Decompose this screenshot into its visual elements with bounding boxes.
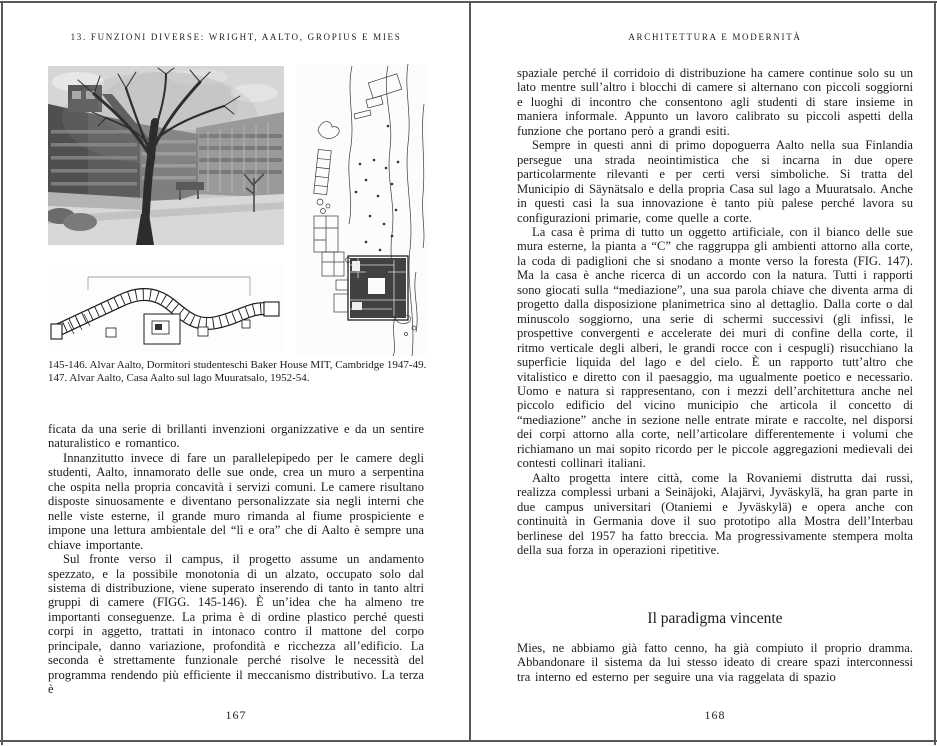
left-page-body <box>48 422 424 697</box>
figure-baker-house-plan <box>48 264 285 352</box>
body-paragraph: ficata da una serie di brillanti invenzioni organizzative e da un sentire naturalistico e romantico. <box>48 422 424 451</box>
right-page-body <box>517 66 913 557</box>
page-number-left: 167 <box>225 708 247 722</box>
baker-house-photo-illustration <box>48 66 284 245</box>
body-paragraph: La casa è prima di tutto un oggetto artificiale, con il bianco delle sue mura esterne, la pianta a “C” che raggruppa gli ambienti attorno alla corte, la coda di padiglioni che si snodano a monte verso la foresta (FIG. 147). Ma la casa è anche ricerca di un accordo con la natura. Tutti i rapporti sono giocati sulla “mediazione”, una sua parola chiave che diventa arma di progetto dalla disposizione planimetrica sino al dettaglio. Dalla corte o dal minuscolo soggiorno, una serie di schermi successivi (gli infissi, le prospettive convergenti e accelerate dei muri di confine della corte, il ritmo verticale degli alberi, le grandi rocce con i cespugli) risucchiano la superficie liquida del lago e del cielo. È un rapporto tutt’altro che vitalistico e diretto con il paesaggio, ma ugualmente poetico e necessario. Uomo e natura si rappresentano, con i mezzi dell’architettura anche nel piccolo edificio del vicino municipio che articola il concetto di “mediazione” anche in sezione nelle entrate mirate e raccolte, nel disporsi dei corpi attorno alla corte, nell’articolare differentemente i volumi che richiamano un mai sopito ricordo per le piccole aggregazioni medievali dei contesti collinari italiani. <box>517 224 913 471</box>
body-paragraph: Aalto progetta intere città, come la Rovaniemi distrutta dai russi, realizza complessi urbani a Seinäjoki, Alajärvi, Jyväskylä, ha gran parte in due campus universitari (Otaniemi e Jyväskylä) e opera anche con continuità in Germania dove il suo prototipo alla Mostra dell’Interbau berlinese del 1957 ha fatto breccia. Ma progressivamente stempera molta della sua forza in operazioni ripetitive. <box>517 470 913 557</box>
muuratsalo-site-plan-illustration <box>296 64 428 356</box>
figure-muuratsalo-site-plan <box>296 64 428 356</box>
body-paragraph: Mies, ne abbiamo già fatto cenno, ha già compiuto il proprio dramma. Abbandonare il sistema da lui stesso ideato di creare spazi interconnessi tra interno ed esterno per seguire una via raggelata di spazio <box>517 641 913 684</box>
figure-baker-house-photo <box>48 66 284 245</box>
baker-house-plan-illustration <box>48 264 285 352</box>
caption-line-1: 145-146. Alvar Aalto, Dormitori studenteschi Baker House MIT, Cambridge 1947-49. <box>48 359 427 371</box>
body-paragraph: Sempre in questi anni di primo dopoguerra Aalto nella sua Finlandia persegue una strada neointimistica che si incarna in due opere particolarmente rilevanti e per certi versi simboliche. Si tratta del Municipio di Säynätsalo e della propria Casa sul lago a Muuratsalo. Anche in questi casi la sua innovazione è tanto più palese perché lavora su configurazioni primarie, come quelle a corte. <box>517 138 913 225</box>
section-body <box>517 641 913 684</box>
body-paragraph: Sul fronte verso il campus, il progetto assume un andamento spezzato, e la possibile monotonia di un alzato, occupato solo dal sistema di distribuzione, viene superato inserendo di tanto in tanto altri gruppi di camere (FIGG. 145-146). È un’idea che ha almeno tre importanti conseguenze. La prima è di ordine plastico perché questi corpi in aggetto, trattati in intonaco contro il mattone del corpo principale, danno variazione, profondità e ricchezza all’edificio. La seconda è strettamente funzionale perché risolve le necessità del programma rendendo più efficiente il meccanismo distributivo. La terza è <box>48 552 424 697</box>
running-head-left: 13. FUNZIONI DIVERSE: WRIGHT, AALTO, GROPIUS E MIES <box>70 32 402 42</box>
running-head-right: ARCHITETTURA E MODERNITÀ <box>628 32 802 42</box>
page-number-right: 168 <box>704 708 726 722</box>
figure-caption-block <box>48 359 428 386</box>
section-heading: Il paradigma vincente <box>647 610 783 627</box>
page-gutter-divider <box>469 1 471 742</box>
body-paragraph: Innanzitutto invece di fare un parallelepipedo per le camere degli studenti, Aalto, innamorato delle sue onde, crea un muro a serpentina che ospita nella propria concavità i servizi comuni. Le camere risultano disposte sinuosamente e diventano personalizzate sia negli interni che nelle viste esterne, il grande muro rimanda al fiume prospiciente e impone una lettura ambientale del “lì e ora” che di Aalto è sempre una chiave importante. <box>48 450 424 552</box>
caption-line-2: 147. Alvar Aalto, Casa Aalto sul lago Muuratsalo, 1952-54. <box>48 372 310 385</box>
frame-border-right <box>934 1 936 745</box>
frame-border-left <box>1 1 3 745</box>
body-paragraph: spaziale perché il corridoio di distribuzione ha camere continue solo su un lato mentre sull’altro i blocchi di camere si alternano con piccoli soggiorni e luoghi di incontro che consentono agli studenti di stare insieme in maniera informale. Appunto un lavoro calibrato su piccoli aspetti della funzione che portano però a grandi esiti. <box>517 66 913 138</box>
